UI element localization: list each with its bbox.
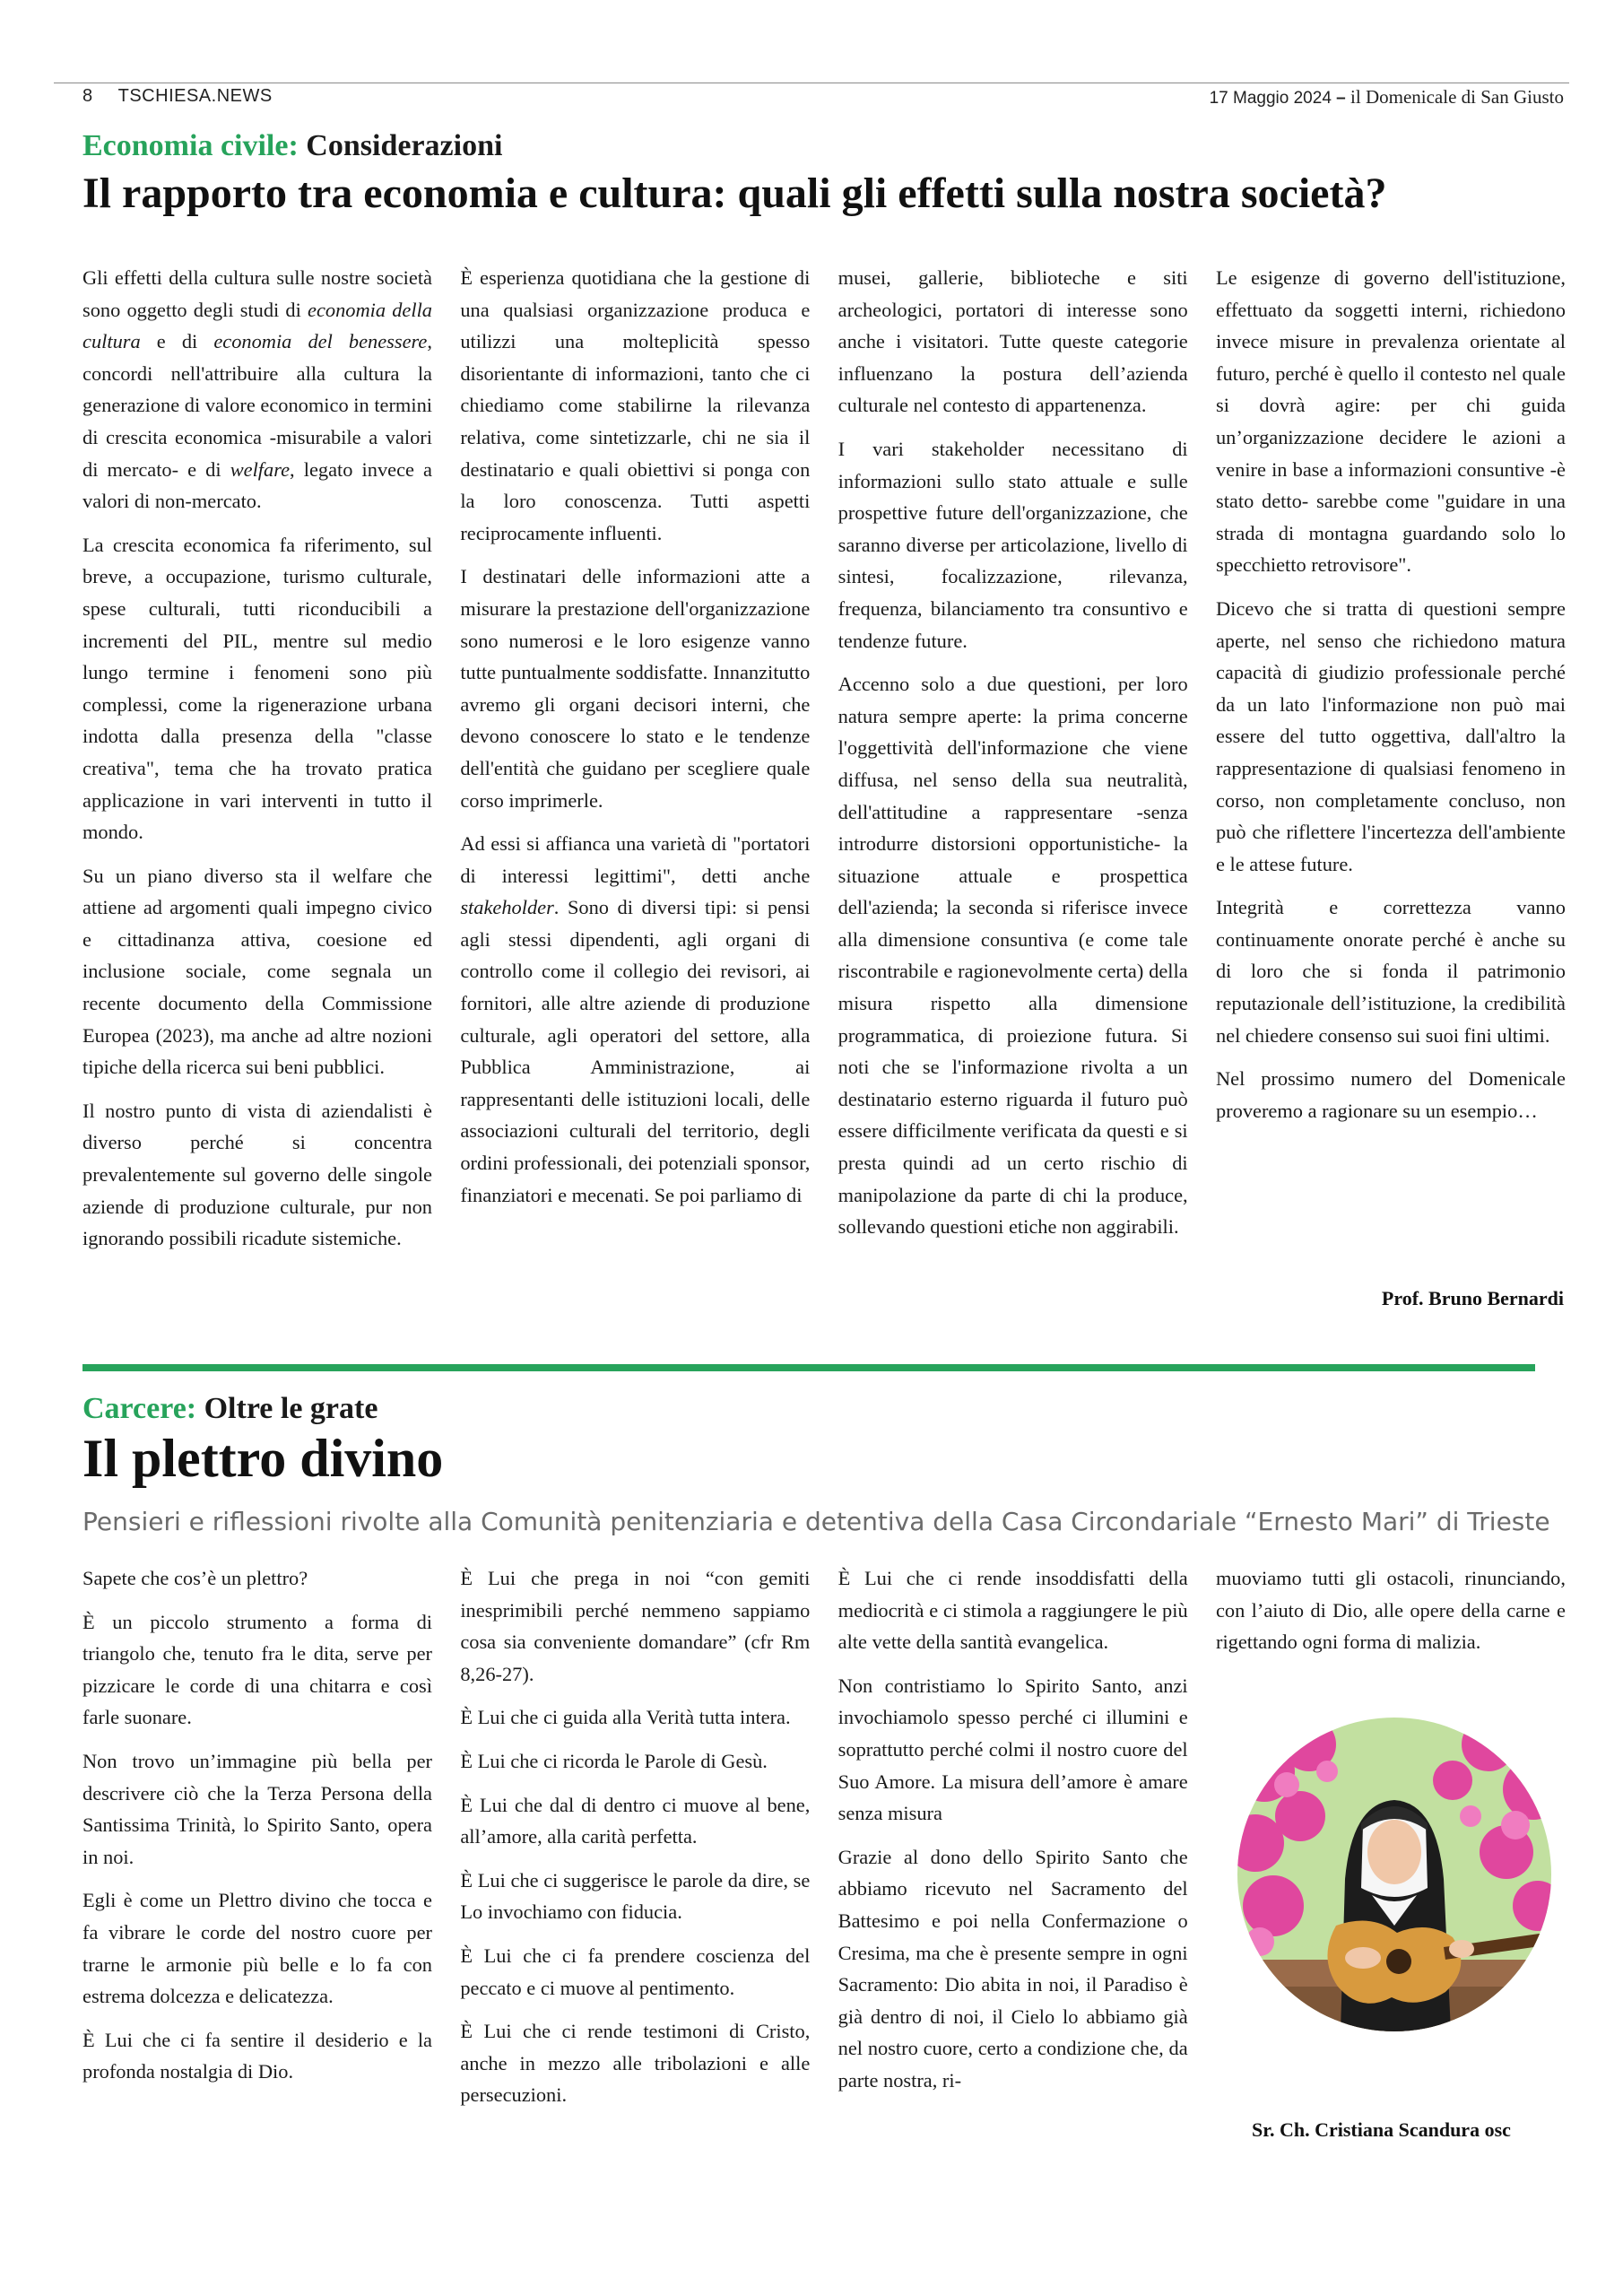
article1-columns [82, 262, 1566, 1266]
paragraph: È Lui che ci fa prendere coscienza del peccato e ci muove al pentimento. [460, 1944, 811, 1999]
paragraph: Ad essi si affianca una varietà di "portatori di interessi legittimi", detti anche stakeholder. Sono di diversi tipi: si pensi agli stessi dipendenti, agli organi di controllo come il collegio dei revisori, ai fornitori, alle altre aziende di produzione culturale, agli operatori del settore, alla Pubblica Amministrazione, ai rappresentanti delle istituzioni locali, delle associazioni culturali del territorio, degli ordini professionali, dei potenziali sponsor, finanziatori e mecenati. Se poi parliamo di [460, 832, 811, 1206]
paragraph: È Lui che ci guida alla Verità tutta intera. [460, 1706, 791, 1729]
article2-title: Il plettro divino [82, 1429, 444, 1488]
paragraph: Accenno solo a due questioni, per loro natura sempre aperte: la prima concerne l'oggettività dell'informazione che viene diffusa, nel senso della sua neutralità, dell'attitudine a rappresentare -senza introdurre distorsioni opportunistiche- la situazione attuale e prospettica dell'azienda; la seconda si riferisce invece alla dimensione consuntiva (e come tale riscontrabile e ragionevolmente certa) della misura rispetto alla dimensione programmatica, di proiezione futura. Si noti che se l'informazione rivolta a un destinatario esterno riguarda il futuro può essere difficilmente verificata da questi e si presta quindi ad un certo rischio di manipolazione da parte di chi la produce, sollevando questioni etiche non aggirabili. [838, 673, 1188, 1239]
article2-subtitle: Pensieri e riflessioni rivolte alla Comunità penitenziaria e detentiva della Casa Circondariale “Ernesto Mari” di Trieste [82, 1507, 1550, 1536]
paragraph: Gli effetti della cultura sulle nostre società sono oggetto degli studi di economia della cultura e di economia del benessere, concordi nell'attribuire alla cultura la generazione di valore economico in termini di crescita economica -misurabile a valori di mercato- e di welfare, legato invece a valori di non-mercato. [82, 266, 432, 513]
paragraph: È Lui che ci rende testimoni di Cristo, anche in mezzo alle tribolazioni e alle persecuzioni. [460, 2020, 811, 2107]
article1-author: Prof. Bruno Bernardi [1381, 1287, 1564, 1309]
header-separator: – [1336, 89, 1346, 108]
article1-column [1216, 262, 1566, 1266]
article1-column [460, 262, 810, 1266]
article1-title: Il rapporto tra economia e cultura: quali gli effetti sulla nostra società? [82, 170, 1387, 217]
portrait-photo [1237, 1718, 1551, 2031]
paragraph: È un piccolo strumento a forma di triangolo che, tenuto fra le dita, serve per pizzicare le corde di una chitarra e così farle suonare. [82, 1610, 432, 1729]
article1-column [838, 262, 1188, 1266]
paragraph: È Lui che ci fa sentire il desiderio e la profonda nostalgia di Dio. [82, 2028, 432, 2083]
paragraph: I vari stakeholder necessitano di informazioni sullo stato attuale e sulle prospettive future dell'organizzazione, che saranno diverse per articolazione, livello di sintesi, focalizzazione, rilevanza, frequenza, bilanciamento tra consuntivo e tendenze future. [838, 437, 1188, 652]
article1-category: Economia civile: [82, 129, 299, 162]
article2-column [838, 1562, 1188, 2123]
article2-column [82, 1562, 432, 2123]
site-name: TSCHIESA.NEWS [117, 86, 273, 106]
paragraph: Non contristiamo lo Spirito Santo, anzi invochiamolo spesso perché ci illumini e soprattutto perché colmi il nostro cuore del Suo Amore. La misura dell’amore è amare senza misura [838, 1674, 1188, 1825]
header-left [82, 86, 273, 107]
paragraph: Egli è come un Plettro divino che tocca e fa vibrare le corde del nostro cuore per trarne le armonie più belle e lo fa con estrema dolcezza e delicatezza. [82, 1889, 432, 2008]
header-right [1210, 86, 1564, 109]
paragraph: La crescita economica fa riferimento, sul breve, a occupazione, turismo culturale, spese culturali, tutti riconducibili a incrementi del PIL, mentre sul medio lungo termine i fenomeni sono più complessi, come la rigenerazione urbana indotta dalla presenza della "classe creativa", tema che ha trovato pratica applicazione in vari interventi in tutto il mondo. [82, 533, 432, 844]
paragraph: Le esigenze di governo dell'istituzione, effettuato da soggetti interni, richiedono invece misure in prevalenza orientate al futuro, perché è quello il contesto nel quale si dovrà agire: per chi guida un’organizzazione decidere le azioni a venire in base a informazioni consuntive -è stato detto- sarebbe come "guidare in una strada di montagna guardando solo lo specchietto retrovisore". [1215, 266, 1566, 577]
article2-category: Carcere: [82, 1392, 197, 1425]
article2-author: Sr. Ch. Cristiana Scandura osc [1252, 2118, 1511, 2141]
article1-kicker [82, 129, 502, 163]
paragraph: È Lui che dal di dentro ci muove al bene, all’amore, alla carità perfetta. [460, 1793, 811, 1848]
section-divider [82, 1364, 1535, 1371]
nun-with-guitar-icon [1237, 1718, 1551, 2031]
paragraph: Non trovo un’immagine più bella per descrivere ciò che la Terza Persona della Santissima Trinità, lo Spirito Santo, opera in noi. [82, 1749, 432, 1868]
article1-subcategory: Considerazioni [306, 129, 503, 162]
paragraph: È Lui che ci rende insoddisfatti della mediocrità e ci stimola a raggiungere le più alte vette della santità evangelica. [838, 1567, 1188, 1654]
paragraph: Su un piano diverso sta il welfare che attiene ad argomenti quali impegno civico e cittadinanza attiva, coesione ed inclusione sociale, come segnala un recente documento della Commissione Europea (2023), ma anche ad altre nozioni tipiche della ricerca sui beni pubblici. [82, 864, 432, 1079]
paragraph: musei, gallerie, biblioteche e siti archeologici, portatori di interesse sono anche i visitatori. Tutte queste categorie influenzano la postura dell’azienda culturale nel contesto di appartenenza. [838, 266, 1188, 417]
article2-subcategory: Oltre le grate [204, 1392, 378, 1425]
paragraph: È esperienza quotidiana che la gestione di una qualsiasi organizzazione produca e utilizzi una molteplicità spesso disorientante di informazioni, tanto che ci chiediamo come stabilirne la rilevanza relativa, come sintetizzarle, chi ne sia il destinatario e quali obiettivi si ponga con la loro conoscenza. Tutti aspetti reciprocamente influenti. [460, 266, 811, 544]
paragraph: Grazie al dono dello Spirito Santo che abbiamo ricevuto nel Sacramento del Battesimo e poi nella Confermazione o Cresima, ma che è presente sempre in ogni Sacramento: Dio abita in noi, il Paradiso è già dentro di noi, il Cielo lo abbiamo già nel nostro cuore, certo a condizione che, da parte nostra, ri- [838, 1845, 1188, 2092]
paragraph: muoviamo tutti gli ostacoli, rinunciando, con l’aiuto di Dio, alle opere della carne e rigettando ogni forma di malizia. [1215, 1567, 1566, 1654]
paragraph: È Lui che ci ricorda le Parole di Gesù. [460, 1749, 768, 1772]
paragraph: I destinatari delle informazioni atte a misurare la prestazione dell'organizzazione sono numerosi e le loro esigenze vanno tutte puntualmente soddisfatte. Innanzitutto avremo gli organi decisori interni, che devono conoscere lo stato e le tendenze dell'entità che guidano per scegliere quale corso imprimerle. [460, 565, 811, 812]
article2-column [460, 1562, 810, 2123]
article2-kicker [82, 1392, 378, 1426]
paragraph: Dicevo che si tratta di questioni sempre aperte, nel senso che richiedono matura capacità di giudizio professionale perché da un lato l'informazione non può mai essere del tutto oggettiva, dall'altro la rappresentazione di qualsiasi fenomeno in corso, non completamente concluso, non può che riflettere l'incertezza dell'ambiente e le attese future. [1215, 596, 1566, 875]
paragraph: Il nostro punto di vista di aziendalisti è diverso perché si concentra prevalentemente sul governo delle singole aziende di produzione culturale, pur non ignorando possibili ricadute sistemiche. [82, 1099, 432, 1250]
page-number: 8 [82, 86, 93, 106]
issue-date: 17 Maggio 2024 [1209, 89, 1332, 108]
paragraph: Integrità e correttezza vanno continuamente onorate perché è anche su di loro che si fonda il patrimonio reputazionale dell’istituzione, la credibilità nel chiedere consenso sui suoi fini ultimi. [1215, 896, 1566, 1047]
paragraph: Nel prossimo numero del Domenicale proveremo a ragionare su un esempio… [1215, 1067, 1566, 1122]
paragraph: Sapete che cos’è un plettro? [82, 1567, 308, 1589]
article1-column [82, 262, 432, 1266]
paragraph: È Lui che prega in noi “con gemiti inesprimibili perché nemmeno sappiamo cosa sia conveniente domandare” (cfr Rm 8,26-27). [460, 1567, 811, 1685]
paragraph: È Lui che ci suggerisce le parole da dire, se Lo invochiamo con fiducia. [460, 1868, 811, 1924]
paper-name: il Domenicale di San Giusto [1350, 86, 1564, 108]
